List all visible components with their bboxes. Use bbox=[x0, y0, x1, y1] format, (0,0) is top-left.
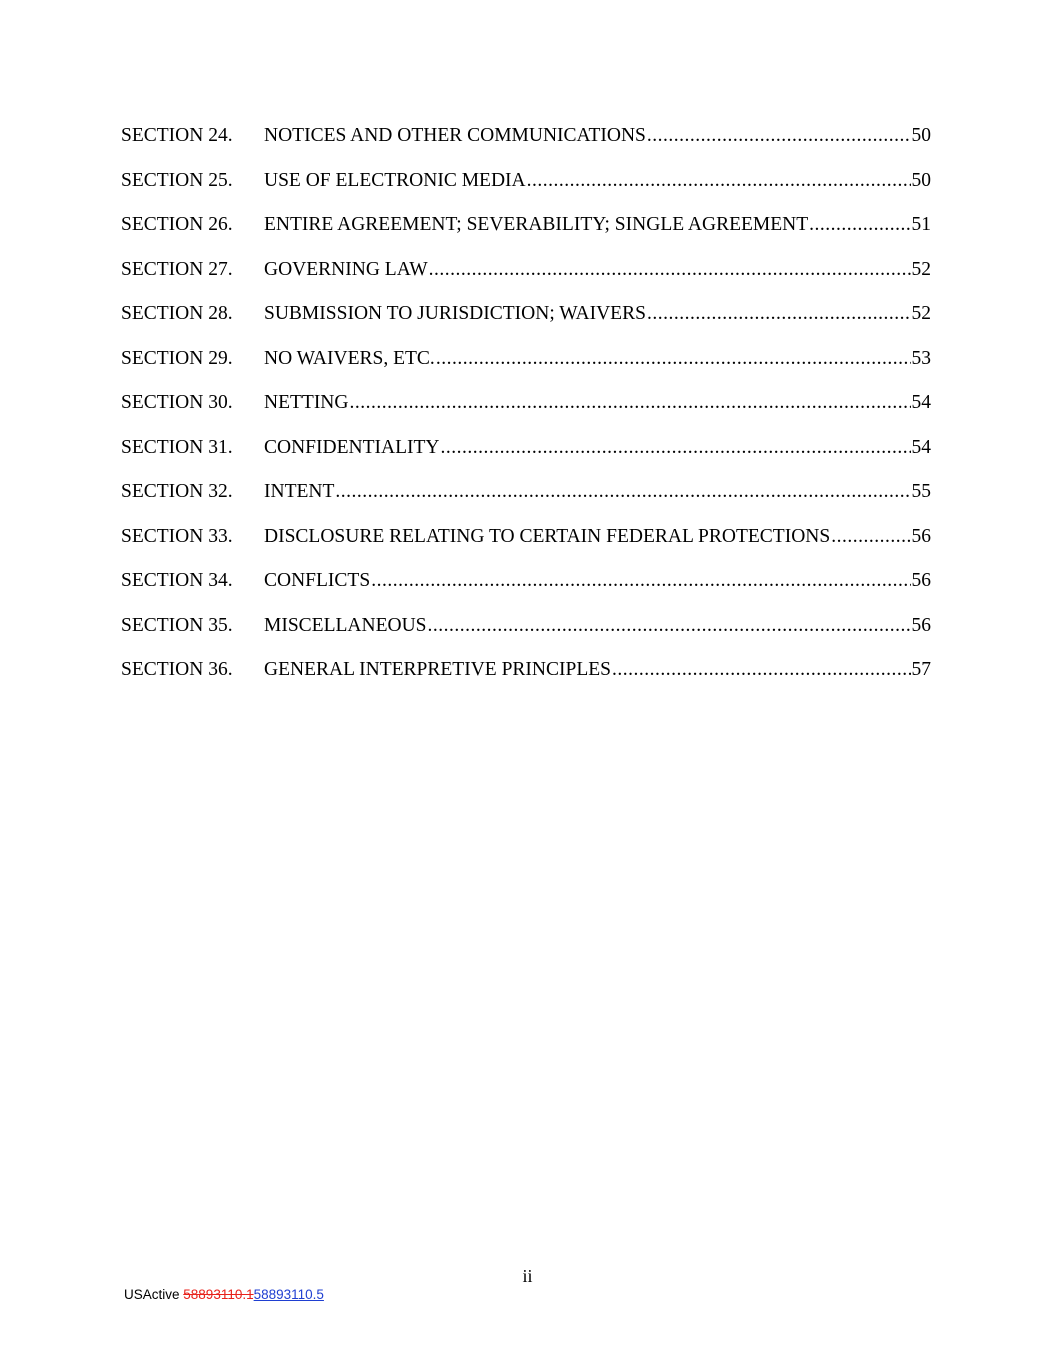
toc-section-title: MISCELLANEOUS bbox=[264, 614, 427, 636]
toc-section-number: SECTION 24. bbox=[121, 125, 233, 146]
toc-section-number: SECTION 26. bbox=[121, 214, 233, 235]
toc-section-number: SECTION 34. bbox=[121, 570, 233, 591]
toc-dot-leader bbox=[647, 300, 911, 328]
toc-section-title: DISCLOSURE RELATING TO CERTAIN FEDERAL PROTECTIONS bbox=[264, 525, 831, 547]
toc-section-title: GENERAL INTERPRETIVE PRINCIPLES bbox=[264, 659, 612, 680]
toc-section-number: SECTION 25. bbox=[121, 169, 233, 191]
toc-page-number: 52 bbox=[911, 258, 931, 280]
toc-section-number: SECTION 28. bbox=[121, 303, 233, 324]
toc-section-number: SECTION 35. bbox=[121, 614, 233, 636]
toc-entry[interactable] bbox=[121, 656, 931, 701]
toc-page-number: 54 bbox=[911, 392, 931, 413]
toc-section-title: NETTING bbox=[264, 392, 349, 413]
toc-section-title: GOVERNING LAW bbox=[264, 258, 428, 280]
toc-dot-leader bbox=[436, 345, 911, 373]
toc-page-number: 54 bbox=[911, 436, 931, 458]
toc-section-title: CONFIDENTIALITY bbox=[264, 436, 440, 458]
toc-entry[interactable] bbox=[121, 167, 931, 212]
toc-section-number: SECTION 33. bbox=[121, 525, 233, 547]
toc-section-title: USE OF ELECTRONIC MEDIA bbox=[264, 169, 526, 191]
toc-entry[interactable] bbox=[121, 478, 931, 523]
toc-entry[interactable] bbox=[121, 122, 931, 167]
toc-entry[interactable] bbox=[121, 389, 931, 434]
toc-dot-leader bbox=[428, 612, 911, 640]
toc-dot-leader bbox=[647, 122, 911, 150]
toc-entry[interactable] bbox=[121, 345, 931, 390]
toc-entry[interactable] bbox=[121, 612, 931, 657]
toc-section-number: SECTION 31. bbox=[121, 436, 233, 458]
toc-section-number: SECTION 30. bbox=[121, 392, 233, 413]
toc-section-number: SECTION 27. bbox=[121, 258, 233, 280]
toc-section-title: NO WAIVERS, ETC. bbox=[264, 347, 435, 369]
toc-section-title: SUBMISSION TO JURISDICTION; WAIVERS bbox=[264, 303, 646, 324]
toc-page-number: 53 bbox=[911, 347, 931, 369]
document-id-footer bbox=[124, 1287, 324, 1302]
toc-section-title: ENTIRE AGREEMENT; SEVERABILITY; SINGLE AGREEMENT bbox=[264, 214, 809, 235]
toc-dot-leader bbox=[349, 389, 910, 417]
toc-entry[interactable] bbox=[121, 300, 931, 345]
toc-page-number: 55 bbox=[911, 481, 931, 502]
toc-page-number: 52 bbox=[911, 303, 931, 324]
toc-section-number: SECTION 32. bbox=[121, 481, 233, 502]
doc-id-inserted: 58893110.5 bbox=[253, 1287, 324, 1302]
toc-dot-leader bbox=[809, 211, 910, 239]
toc-section-title: NOTICES AND OTHER COMMUNICATIONS bbox=[264, 125, 646, 146]
table-of-contents bbox=[121, 122, 931, 701]
toc-dot-leader bbox=[335, 478, 910, 506]
toc-dot-leader bbox=[831, 523, 910, 551]
toc-dot-leader bbox=[440, 434, 910, 462]
toc-entry[interactable] bbox=[121, 567, 931, 612]
toc-entry[interactable] bbox=[121, 256, 931, 301]
toc-entry[interactable] bbox=[121, 211, 931, 256]
toc-dot-leader bbox=[371, 567, 910, 595]
toc-page-number: 51 bbox=[911, 214, 931, 235]
page-number: ii bbox=[522, 1266, 533, 1286]
toc-page-number: 56 bbox=[911, 570, 931, 591]
toc-entry[interactable] bbox=[121, 523, 931, 568]
toc-entry[interactable] bbox=[121, 434, 931, 479]
toc-section-title: INTENT bbox=[264, 481, 335, 502]
toc-dot-leader bbox=[429, 256, 911, 284]
doc-id-deleted: 58893110.1 bbox=[183, 1287, 254, 1302]
toc-section-number: SECTION 36. bbox=[121, 659, 233, 680]
toc-dot-leader bbox=[527, 167, 911, 195]
toc-page-number: 50 bbox=[911, 125, 931, 146]
toc-page-number: 57 bbox=[911, 659, 931, 680]
toc-dot-leader bbox=[612, 656, 910, 684]
toc-section-number: SECTION 29. bbox=[121, 347, 233, 369]
doc-id-prefix: USActive bbox=[124, 1287, 184, 1302]
toc-page-number: 56 bbox=[911, 614, 931, 636]
toc-page-number: 56 bbox=[911, 525, 931, 547]
toc-section-title: CONFLICTS bbox=[264, 570, 371, 591]
toc-page-number: 50 bbox=[911, 169, 931, 191]
